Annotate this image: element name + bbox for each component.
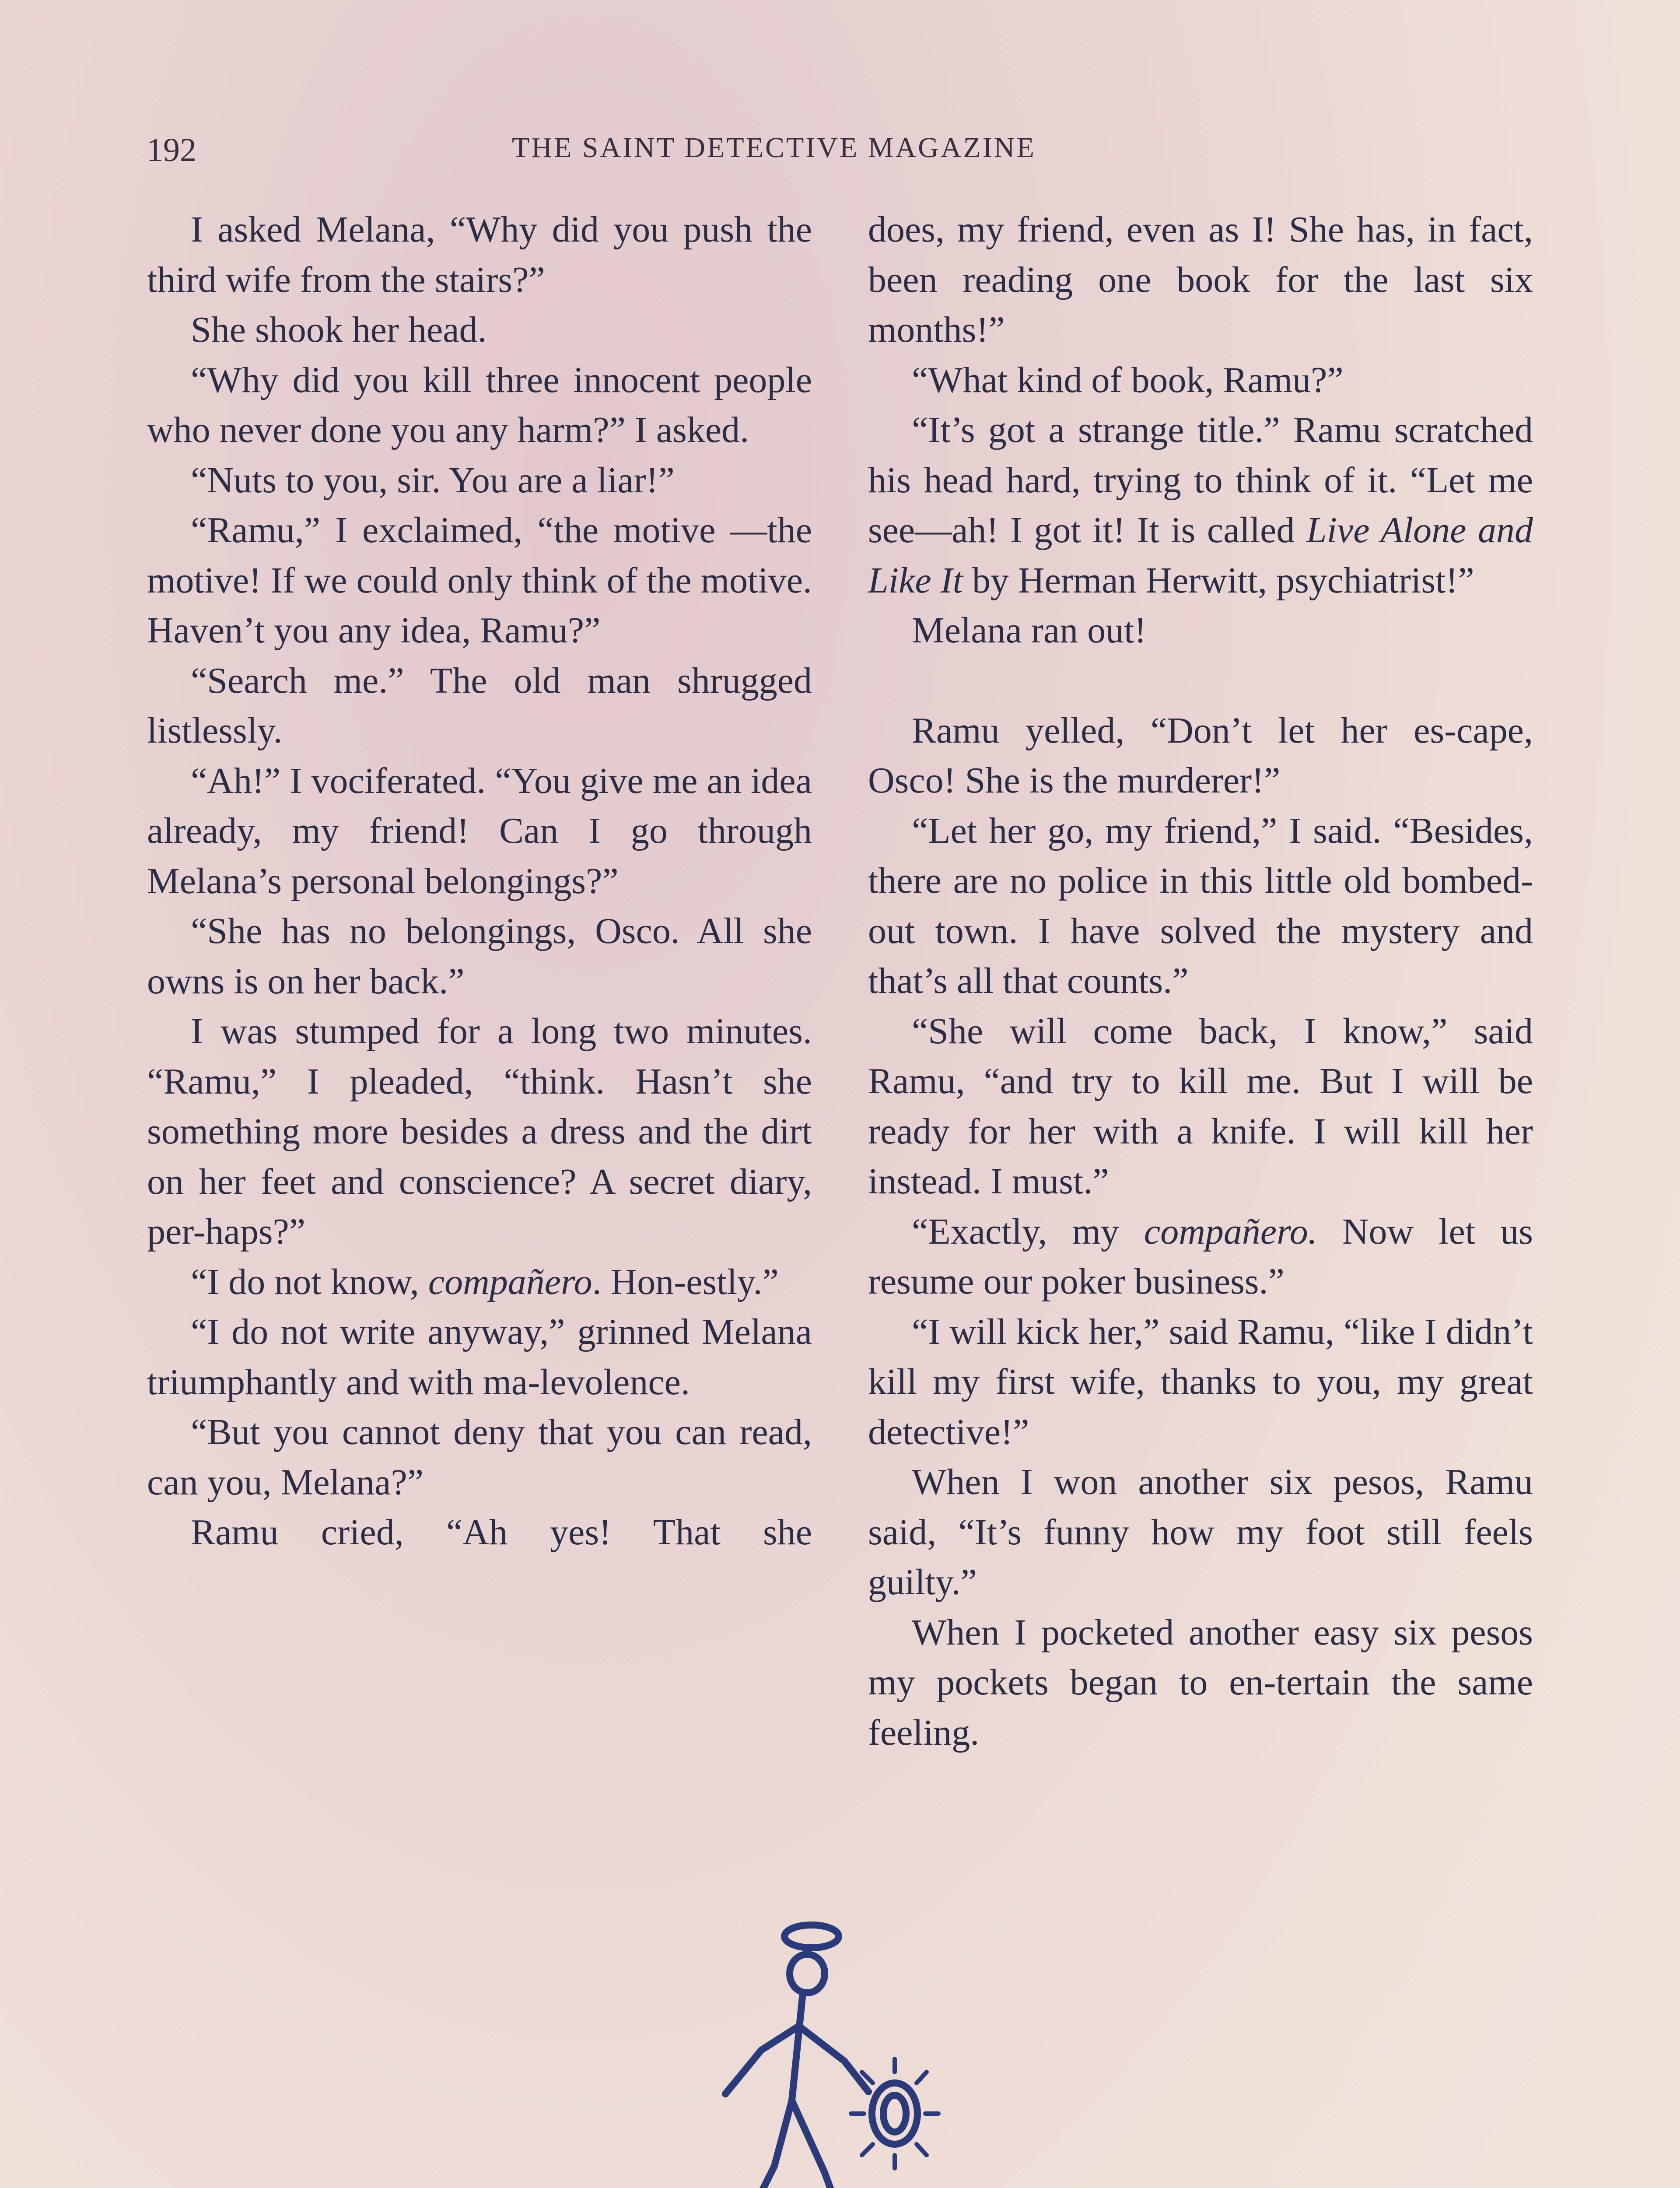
paragraph xyxy=(868,405,1533,606)
paragraph: “Let her go, my friend,” I said. “Besides, there are no police in this little old bombed-out town. I have solved the mystery and that’s all that counts.” xyxy=(868,810,1533,1001)
paragraph: “But you cannot deny that you can read, can you, Melana?” xyxy=(147,1412,812,1503)
paragraph: I asked Melana, “Why did you push the third wife from the stairs?” xyxy=(147,209,812,300)
paragraph: “I do not write anyway,” grinned Melana triumphantly and with ma-levolence. xyxy=(147,1311,812,1403)
italic-segment: Live Alone and Like It xyxy=(868,510,1533,601)
paragraph: “Ah!” I vociferated. “You give me an idea already, my friend! Can I go through Melana’s personal belongings?” xyxy=(147,760,812,901)
page-number: 192 xyxy=(147,132,196,168)
text-segment: by Herman Herwitt, psychiatrist!” xyxy=(962,560,1474,601)
paragraph: “Nuts to you, sir. You are a liar!” xyxy=(191,459,675,501)
paragraph: “I will kick her,” said Ramu, “like I didn’t kill my first wife, thanks to you, my great detective!” xyxy=(868,1311,1533,1452)
left-column xyxy=(147,205,812,1558)
paragraph: I was stumped for a long two minutes. “Ramu,” I pleaded, “think. Hasn’t she something more besides a dress and the dirt on her feet and conscience? A secret diary, per-haps?” xyxy=(147,1011,812,1252)
paragraph: “Why did you kill three innocent people who never done you any harm?” I asked. xyxy=(147,359,812,450)
paragraph xyxy=(147,1257,812,1308)
text-segment: . Hon-estly.” xyxy=(592,1261,779,1302)
text-segment: “It’s got a strange title.” Ramu scratched his head hard, trying to think of it. “Let me see—ah! I got it! It is called xyxy=(868,410,1533,551)
paragraph: When I pocketed another easy six pesos my pockets began to en-tertain the same feeling. xyxy=(868,1612,1533,1753)
running-head: THE SAINT DETECTIVE MAGAZINE xyxy=(512,132,1036,164)
paragraph: does, my friend, even as I! She has, in fact, been reading one book for the last six months!” xyxy=(868,209,1533,350)
paragraph: Melana ran out! xyxy=(912,610,1147,651)
text-segment: “I do not know, xyxy=(191,1261,428,1302)
paragraph: “Ramu,” I exclaimed, “the motive —the motive! If we could only think of the motive. Haven’t you any idea, Ramu?” xyxy=(147,510,812,651)
paragraph: Ramu yelled, “Don’t let her es-cape, Osco! She is the murderer!” xyxy=(868,710,1533,801)
saint-stick-figure-icon xyxy=(718,1917,945,2188)
paragraph: “She has no belongings, Osco. All she owns is on her back.” xyxy=(147,911,812,1002)
italic-segment: compañero xyxy=(428,1261,592,1302)
paragraph: She shook her head. xyxy=(191,309,487,350)
text-segment: “Exactly, my xyxy=(912,1211,1144,1252)
paragraph: “She will come back, I know,” said Ramu, “and try to kill me. But I will be ready for her with a knife. I will kill her instead. I must.” xyxy=(868,1010,1533,1202)
text-segment: Now let us resume our poker business.” xyxy=(868,1211,1533,1302)
paragraph: Ramu cried, “Ah yes! That she xyxy=(191,1512,812,1553)
right-column xyxy=(868,205,1533,1758)
paragraph xyxy=(868,1207,1533,1307)
paragraph: “What kind of book, Ramu?” xyxy=(912,359,1344,400)
paragraph: When I won another six pesos, Ramu said, “It’s funny how my foot still feels guilty.” xyxy=(868,1462,1533,1602)
italic-segment: compañero. xyxy=(1144,1211,1317,1252)
paragraph: “Search me.” The old man shrugged listlessly. xyxy=(147,660,812,751)
